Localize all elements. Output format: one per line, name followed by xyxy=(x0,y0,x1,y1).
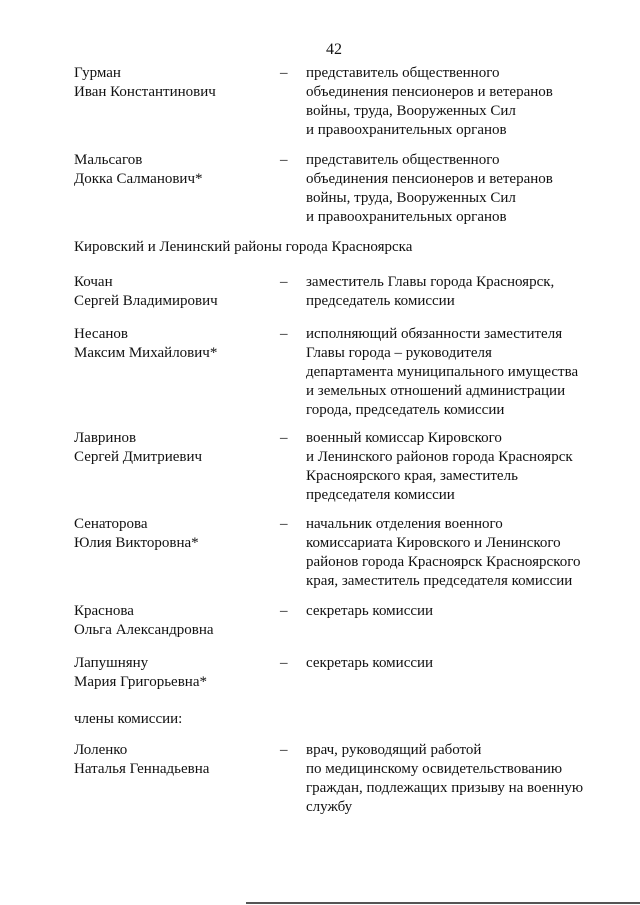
role-line: секретарь комиссии xyxy=(306,655,434,671)
role-line: начальник отделения военного xyxy=(306,516,503,532)
member-surname: Лавринов xyxy=(74,430,137,446)
member-given-names: Наталья Геннадьевна xyxy=(74,761,210,777)
member-role xyxy=(306,654,606,673)
role-line: районов города Красноярск Красноярского xyxy=(306,554,581,570)
member-role xyxy=(306,515,606,591)
member-name xyxy=(74,515,274,553)
member-given-names: Сергей Владимирович xyxy=(74,293,218,309)
member-role xyxy=(306,429,606,505)
member-given-names: Максим Михайлович* xyxy=(74,345,218,361)
member-role xyxy=(306,602,606,621)
role-line: войны, труда, Вооруженных Сил xyxy=(306,103,516,119)
member-name xyxy=(74,273,274,311)
role-line: председателя комиссии xyxy=(306,487,455,503)
role-line: службу xyxy=(306,799,353,815)
member-given-names: Юлия Викторовна* xyxy=(74,535,199,551)
member-surname: Лоленко xyxy=(74,742,128,758)
member-given-names: Мария Григорьевна* xyxy=(74,674,207,690)
role-line: города, председатель комиссии xyxy=(306,402,505,418)
member-role xyxy=(306,151,606,227)
member-given-names: Сергей Дмитриевич xyxy=(74,449,203,465)
role-line: заместитель Главы города Красноярск, xyxy=(306,274,555,290)
dash-separator: – xyxy=(280,65,288,81)
dash-separator: – xyxy=(280,274,288,290)
member-given-names: Докка Салманович* xyxy=(74,171,203,187)
member-surname: Несанов xyxy=(74,326,128,342)
member-name xyxy=(74,602,274,640)
role-line: врач, руководящий работой xyxy=(306,742,482,758)
dash-separator: – xyxy=(280,152,288,168)
member-name xyxy=(74,64,274,102)
member-role xyxy=(306,64,606,140)
role-line: края, заместитель председателя комиссии xyxy=(306,573,573,589)
member-surname: Лапушняну xyxy=(74,655,149,671)
member-surname: Сенаторова xyxy=(74,516,148,532)
role-line: военный комиссар Кировского xyxy=(306,430,502,446)
role-line: войны, труда, Вооруженных Сил xyxy=(306,190,516,206)
role-line: и правоохранительных органов xyxy=(306,122,507,138)
section-heading: Кировский и Ленинский районы города Красноярска xyxy=(74,239,413,255)
role-line: комиссариата Кировского и Ленинского xyxy=(306,535,561,551)
footer-rule xyxy=(246,902,640,904)
member-role xyxy=(306,273,606,311)
role-line: исполняющий обязанности заместителя xyxy=(306,326,563,342)
dash-separator: – xyxy=(280,516,288,532)
dash-separator: – xyxy=(280,655,288,671)
role-line: председатель комиссии xyxy=(306,293,455,309)
role-line: департамента муниципального имущества xyxy=(306,364,579,380)
role-line: объединения пенсионеров и ветеранов xyxy=(306,171,553,187)
role-line: представитель общественного xyxy=(306,65,500,81)
role-line: и Ленинского районов города Красноярск xyxy=(306,449,573,465)
member-surname: Гурман xyxy=(74,65,121,81)
dash-separator: – xyxy=(280,430,288,446)
member-name xyxy=(74,325,274,363)
member-role xyxy=(306,325,606,420)
role-line: представитель общественного xyxy=(306,152,500,168)
dash-separator: – xyxy=(280,326,288,342)
role-line: и правоохранительных органов xyxy=(306,209,507,225)
member-surname: Краснова xyxy=(74,603,134,619)
role-line: объединения пенсионеров и ветеранов xyxy=(306,84,553,100)
dash-separator: – xyxy=(280,603,288,619)
member-name xyxy=(74,429,274,467)
role-line: и земельных отношений администрации xyxy=(306,383,566,399)
member-name xyxy=(74,654,274,692)
role-line: Главы города – руководителя xyxy=(306,345,492,361)
role-line: граждан, подлежащих призыву на военную xyxy=(306,780,584,796)
member-name xyxy=(74,741,274,779)
member-name xyxy=(74,151,274,189)
page-number: 42 xyxy=(326,41,342,58)
dash-separator: – xyxy=(280,742,288,758)
members-heading: члены комиссии: xyxy=(74,711,183,727)
member-surname: Мальсагов xyxy=(74,152,143,168)
role-line: по медицинскому освидетельствованию xyxy=(306,761,563,777)
member-role xyxy=(306,741,606,817)
role-line: секретарь комиссии xyxy=(306,603,434,619)
role-line: Красноярского края, заместитель xyxy=(306,468,518,484)
member-surname: Кочан xyxy=(74,274,113,290)
member-given-names: Ольга Александровна xyxy=(74,622,214,638)
member-given-names: Иван Константинович xyxy=(74,84,216,100)
